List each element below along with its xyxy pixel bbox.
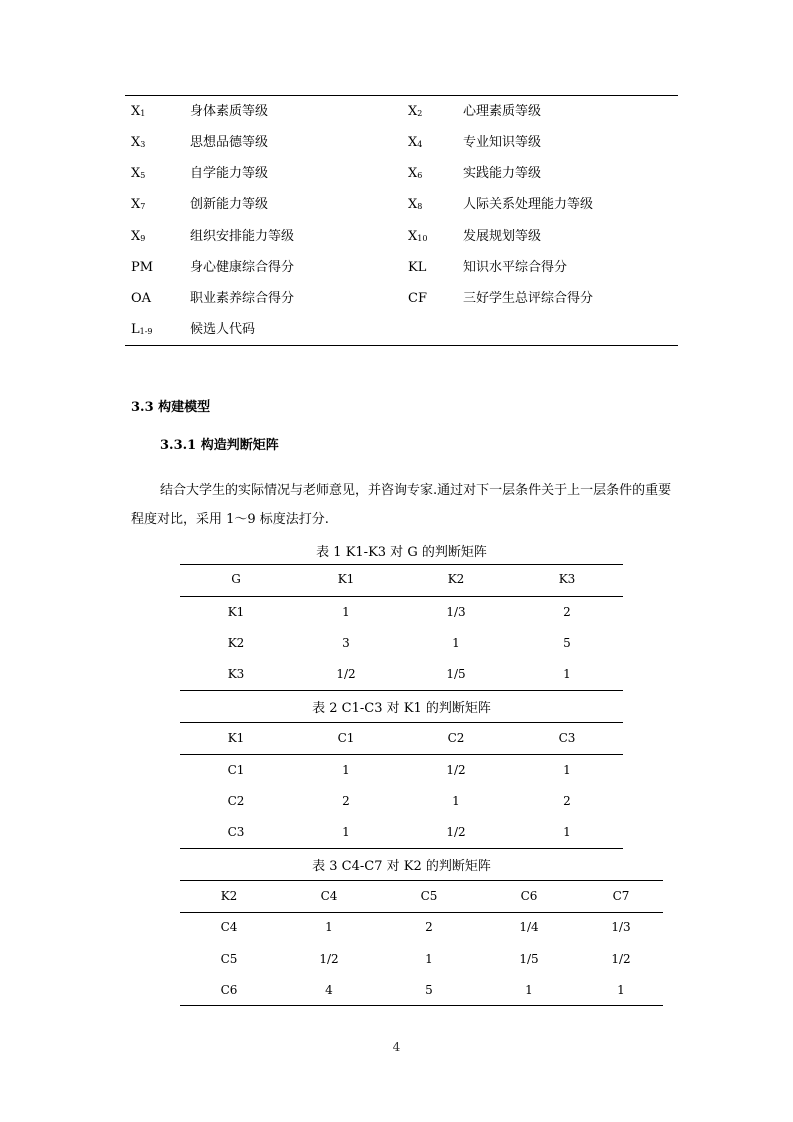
symbol-name-text: X: [408, 166, 418, 181]
symbol-name: [408, 221, 427, 254]
table-cell: 1/3: [611, 920, 631, 934]
table-row-label: K1: [227, 605, 245, 619]
symbol-row: [0, 221, 793, 252]
table-cell: 1/2: [319, 952, 339, 966]
symbol-description: [190, 158, 268, 189]
table-row-label: C4: [220, 920, 238, 934]
symbol-description-text: 身心健康综合得分: [190, 260, 295, 275]
table-header-rule: [180, 596, 623, 597]
table-header-cell: K2: [220, 889, 238, 903]
table-cell: 1: [325, 920, 333, 934]
table-header-cell: C1: [337, 731, 355, 745]
table-cell: 1: [617, 983, 625, 997]
table-cell: 1: [563, 667, 571, 681]
table-header-cell: K3: [558, 572, 576, 586]
table-row-label: K3: [227, 667, 245, 681]
symbol-subscript: 1-9: [139, 327, 153, 336]
symbol-name-text: X: [408, 135, 418, 150]
symbol-name: [408, 127, 422, 160]
table-caption: 表 2 C1-C3 对 K1 的判断矩阵: [312, 701, 491, 716]
symbol-subscript: 8: [417, 202, 423, 211]
table-cell: 2: [563, 794, 571, 808]
symbol-subscript: 4: [417, 140, 423, 149]
symbol-name: [408, 283, 427, 316]
symbol-name: [131, 158, 145, 191]
table-cell: 1/2: [611, 952, 631, 966]
symbol-table-bottom-rule: [125, 345, 678, 346]
symbol-name-text: CF: [408, 291, 427, 306]
symbol-name: [131, 221, 145, 254]
table-header-cell: C2: [447, 731, 465, 745]
symbol-subscript: 6: [417, 171, 423, 180]
table-bottom-rule: [180, 1005, 663, 1006]
paragraph-line-1: 结合大学生的实际情况与老师意见，并咨询专家.通过对下一层条件关于上一层条件的重要: [160, 483, 672, 498]
table-cell: 1/2: [446, 825, 466, 839]
table-cell: 1: [563, 763, 571, 777]
symbol-name-text: L: [131, 322, 140, 337]
symbol-description-text: 知识水平综合得分: [463, 260, 568, 275]
symbol-description: [463, 158, 541, 189]
table-cell: 3: [342, 636, 350, 650]
table-header-cell: C6: [520, 889, 538, 903]
symbol-subscript: 2: [417, 109, 423, 118]
symbol-row: [0, 189, 793, 220]
table-cell: 5: [563, 636, 571, 650]
table-cell: 5: [425, 983, 433, 997]
symbol-description-text: 创新能力等级: [190, 197, 269, 212]
symbol-description-text: 身体素质等级: [190, 104, 269, 119]
table-cell: 1/2: [336, 667, 356, 681]
table-row-label: C1: [227, 763, 245, 777]
symbol-name-text: X: [131, 229, 141, 244]
table-header-cell: C5: [420, 889, 438, 903]
table-bottom-rule: [180, 848, 623, 849]
symbol-description: [190, 221, 294, 252]
table-row-label: C5: [220, 952, 238, 966]
symbol-row: [0, 96, 793, 127]
symbol-description: [190, 283, 294, 314]
symbol-name: [408, 96, 422, 129]
symbol-row: [0, 158, 793, 189]
table-cell: 2: [342, 794, 350, 808]
symbol-subscript: 10: [417, 234, 428, 243]
symbol-subscript: 5: [140, 171, 146, 180]
symbol-name: [131, 189, 145, 222]
symbol-name: [131, 127, 145, 160]
table-cell: 1: [563, 825, 571, 839]
symbol-name: [131, 314, 153, 347]
table-header-cell: K1: [337, 572, 355, 586]
symbol-description: [463, 283, 593, 314]
symbol-description: [190, 96, 268, 127]
table-header-cell: G: [231, 572, 241, 586]
table-cell: 2: [563, 605, 571, 619]
symbol-description-text: 候选人代码: [190, 322, 256, 337]
symbol-row: [0, 127, 793, 158]
table-row-label: C3: [227, 825, 245, 839]
symbol-name-text: X: [131, 197, 141, 212]
table-row-label: C2: [227, 794, 245, 808]
symbol-name-text: X: [131, 104, 141, 119]
table-header-cell: C3: [558, 731, 576, 745]
table-cell: 1: [342, 605, 350, 619]
symbol-description: [463, 189, 593, 220]
symbol-description-text: 组织安排能力等级: [190, 229, 295, 244]
symbol-description: [463, 252, 567, 283]
symbol-name-text: PM: [131, 260, 154, 275]
symbol-description-text: 实践能力等级: [463, 166, 542, 181]
table-cell: 1/2: [446, 763, 466, 777]
table-cell: 1: [452, 636, 460, 650]
table-cell: 1: [525, 983, 533, 997]
table-cell: 1: [342, 825, 350, 839]
table-header-cell: K1: [227, 731, 245, 745]
symbol-description: [463, 221, 541, 252]
symbol-name: [131, 252, 153, 285]
table-header-cell: C7: [612, 889, 630, 903]
subsection-heading: 3.3.1 构造判断矩阵: [160, 438, 279, 453]
symbol-subscript: 3: [140, 140, 146, 149]
symbol-name: [408, 158, 422, 191]
table-header-rule: [180, 912, 663, 913]
symbol-description-text: 三好学生总评综合得分: [463, 291, 594, 306]
symbol-description-text: 专业知识等级: [463, 135, 542, 150]
section-heading: 3.3 构建模型: [131, 400, 211, 415]
table-top-rule: [180, 722, 623, 723]
table-header-cell: K2: [447, 572, 465, 586]
symbol-description-text: 心理素质等级: [463, 104, 542, 119]
symbol-name-text: X: [408, 104, 418, 119]
table-cell: 1/5: [446, 667, 466, 681]
symbol-subscript: 7: [140, 202, 146, 211]
table-top-rule: [180, 880, 663, 881]
table-row-label: K2: [227, 636, 245, 650]
symbol-name-text: KL: [408, 260, 427, 275]
table-caption: 表 1 K1-K3 对 G 的判断矩阵: [316, 545, 487, 560]
symbol-description-text: 职业素养综合得分: [190, 291, 295, 306]
table-cell: 4: [325, 983, 333, 997]
table-header-cell: C4: [320, 889, 338, 903]
table-cell: 2: [425, 920, 433, 934]
symbol-name: [408, 252, 426, 285]
page-number: 4: [392, 1040, 401, 1054]
paragraph-line-2: 程度对比，采用 1～9 标度法打分.: [131, 512, 329, 527]
table-cell: 1: [452, 794, 460, 808]
symbol-name: [408, 189, 422, 222]
table-header-rule: [180, 754, 623, 755]
symbol-name-text: X: [408, 229, 418, 244]
table-cell: 1: [425, 952, 433, 966]
table-cell: 1/5: [519, 952, 539, 966]
symbol-name: [131, 96, 145, 129]
symbol-subscript: 1: [140, 109, 146, 118]
symbol-name-text: OA: [131, 291, 152, 306]
symbol-description: [190, 189, 268, 220]
symbol-description-text: 思想品德等级: [190, 135, 269, 150]
symbol-description: [463, 127, 541, 158]
symbol-row: [0, 252, 793, 283]
symbol-description: [190, 127, 268, 158]
symbol-row: [0, 283, 793, 314]
symbol-row: [0, 314, 793, 345]
table-bottom-rule: [180, 690, 623, 691]
symbol-name-text: X: [131, 135, 141, 150]
symbol-description: [190, 252, 294, 283]
symbol-name-text: X: [408, 197, 418, 212]
symbol-name: [131, 283, 151, 316]
symbol-description-text: 自学能力等级: [190, 166, 269, 181]
symbol-description-text: 发展规划等级: [463, 229, 542, 244]
symbol-description: [190, 314, 255, 345]
table-cell: 1: [342, 763, 350, 777]
table-top-rule: [180, 564, 623, 565]
table-row-label: C6: [220, 983, 238, 997]
symbol-name-text: X: [131, 166, 141, 181]
symbol-description: [463, 96, 541, 127]
table-caption: 表 3 C4-C7 对 K2 的判断矩阵: [312, 859, 491, 874]
table-cell: 1/3: [446, 605, 466, 619]
table-cell: 1/4: [519, 920, 539, 934]
symbol-description-text: 人际关系处理能力等级: [463, 197, 594, 212]
symbol-subscript: 9: [140, 234, 146, 243]
